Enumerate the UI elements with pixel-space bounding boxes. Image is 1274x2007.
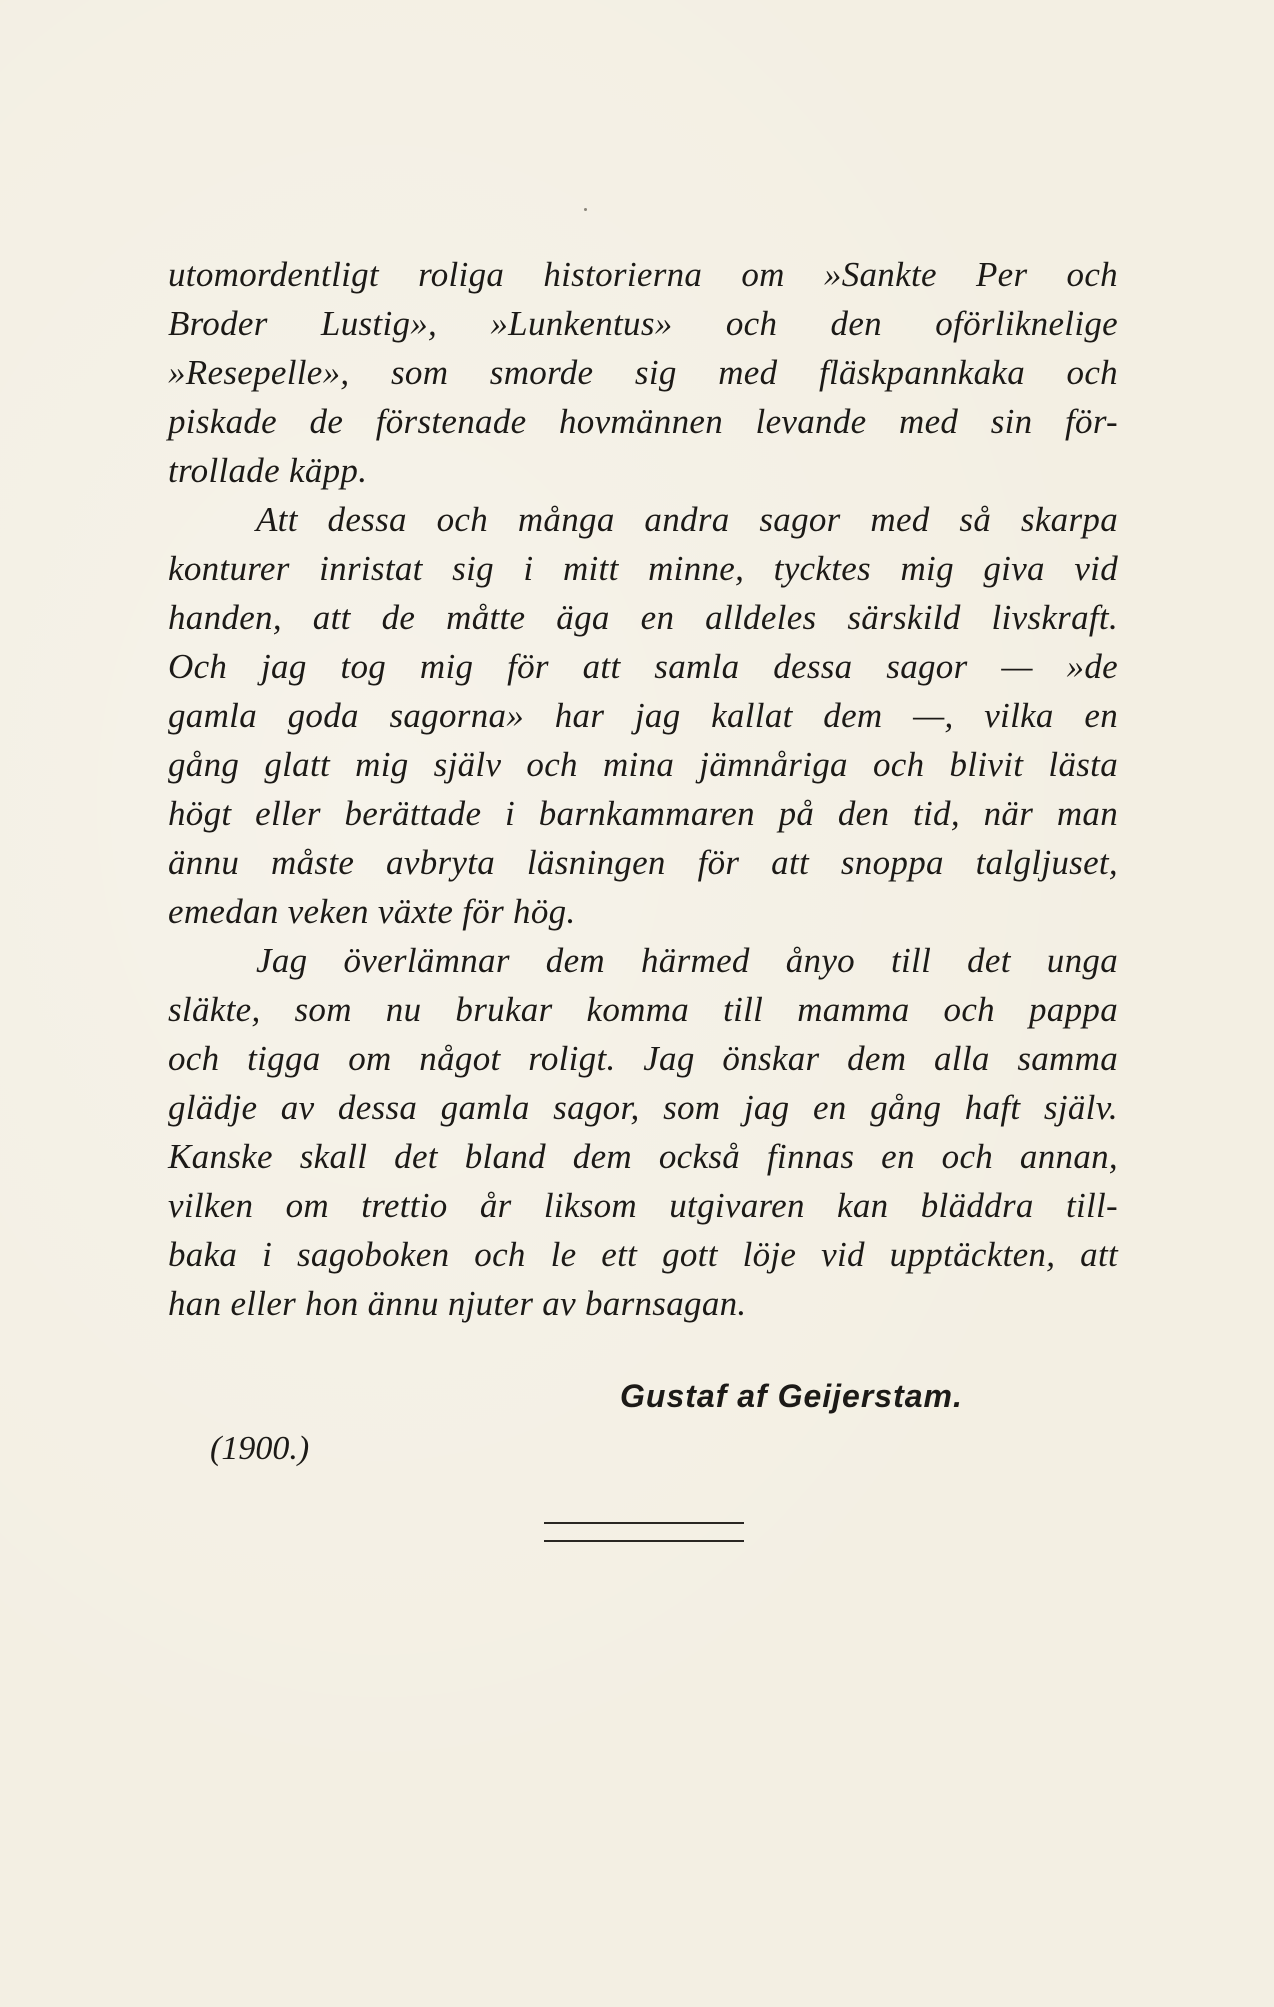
text-line: baka i sagoboken och le ett gott löje vid upptäckten, att (168, 1235, 1118, 1274)
text-line: Jag överlämnar dem härmed ånyo till det unga (256, 941, 1118, 980)
text-line: »Resepelle», som smorde sig med fläskpannkaka och (168, 353, 1118, 392)
body-text (168, 250, 1118, 1328)
text-line: högt eller berättade i barnkammaren på den tid, när man (168, 794, 1118, 833)
text-line: ännu måste avbryta läsningen för att snoppa talgljuset, (168, 843, 1118, 882)
text-line: Kanske skall det bland dem också finnas en och annan, (168, 1137, 1118, 1176)
paper-speck (584, 208, 587, 211)
text-line: Att dessa och många andra sagor med så skarpa (256, 500, 1118, 539)
text-line: Och jag tog mig för att samla dessa sagor — »de (168, 647, 1118, 686)
text-line: handen, att de måtte äga en alldeles särskild livskraft. (168, 598, 1118, 637)
text-line: trollade käpp. (168, 451, 368, 490)
divider-rule (544, 1522, 744, 1524)
text-line: glädje av dessa gamla sagor, som jag en gång haft själv. (168, 1088, 1118, 1127)
text-line: gamla goda sagorna» har jag kallat dem —, vilka en (168, 696, 1118, 735)
text-line: han eller hon ännu njuter av barnsagan. (168, 1284, 747, 1323)
date-note: (1900.) (210, 1430, 310, 1467)
text-line: vilken om trettio år liksom utgivaren kan bläddra till- (168, 1186, 1118, 1225)
text-line: konturer inristat sig i mitt minne, tycktes mig giva vid (168, 549, 1118, 588)
author-signature: Gustaf af Geijerstam. (620, 1378, 963, 1414)
text-line: och tigga om något roligt. Jag önskar dem alla samma (168, 1039, 1118, 1078)
text-line: släkte, som nu brukar komma till mamma och pappa (168, 990, 1118, 1029)
text-line: piskade de förstenade hovmännen levande med sin för- (168, 402, 1118, 441)
text-line: emedan veken växte för hög. (168, 892, 576, 931)
text-line: gång glatt mig själv och mina jämnåriga och blivit lästa (168, 745, 1118, 784)
text-line: utomordentligt roliga historierna om »Sankte Per och (168, 255, 1118, 294)
divider-rule (544, 1540, 744, 1542)
text-line: Broder Lustig», »Lunkentus» och den oförliknelige (168, 304, 1118, 343)
